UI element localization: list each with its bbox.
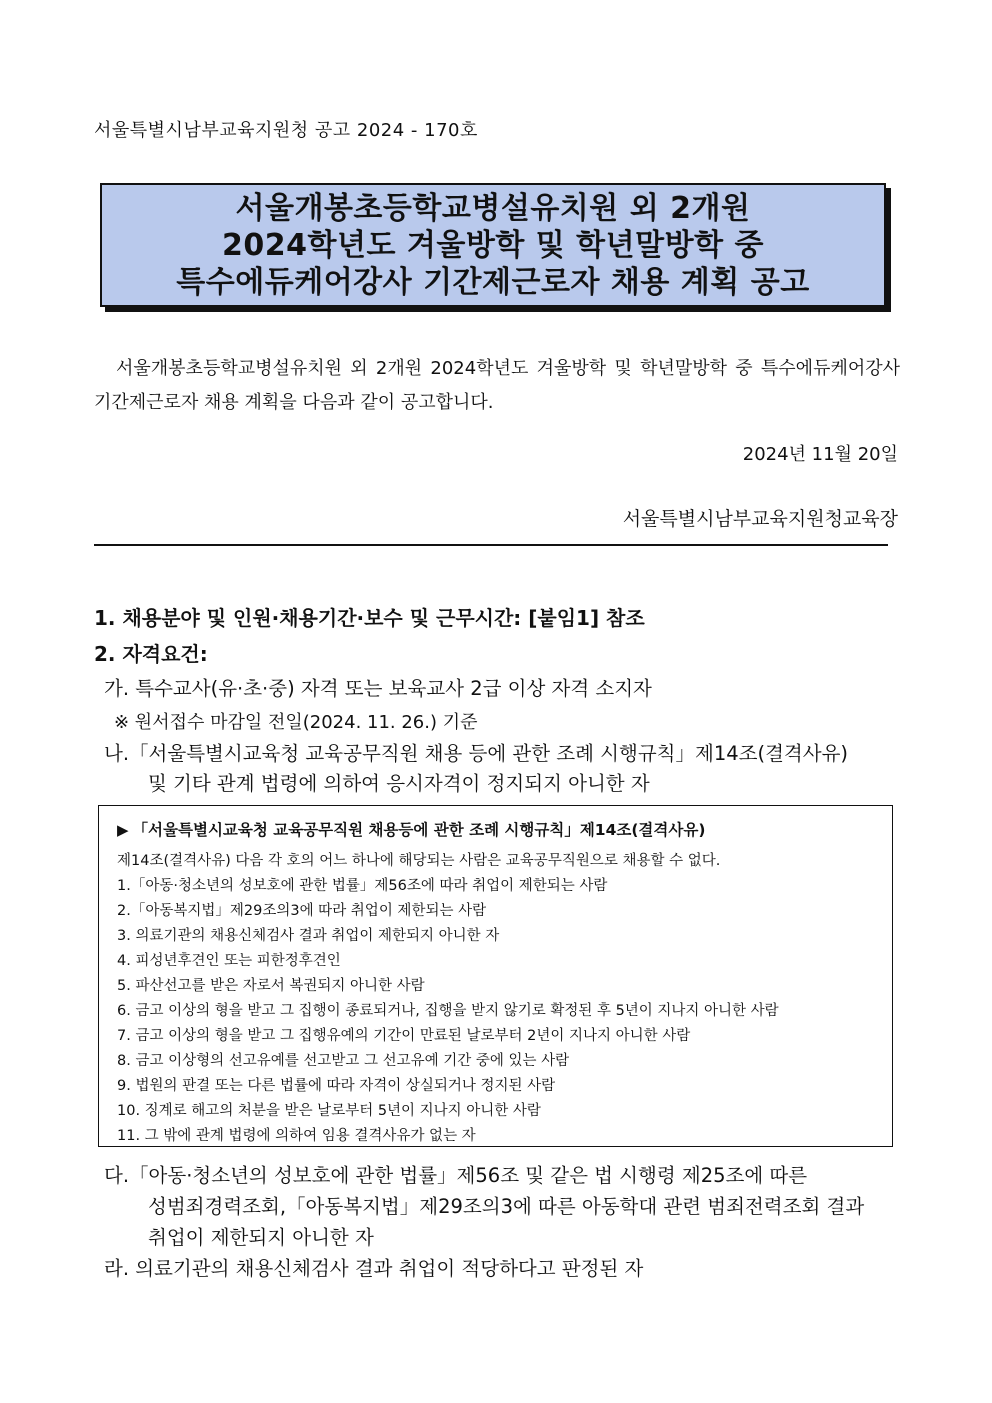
- title-line-2: 2024학년도 겨울방학 및 학년말방학 중: [222, 227, 764, 263]
- disqualification-rule-box: [98, 805, 893, 1147]
- divider-line: [94, 544, 888, 546]
- qualification-na-line-2: 및 기타 관계 법령에 의하여 응시자격이 정지되지 아니한 자: [148, 772, 650, 795]
- section-1-heading: 1. 채용분야 및 인원·채용기간·보수 및 근무시간: [붙임1] 참조: [94, 606, 645, 630]
- rule-line: 3. 의료기관의 채용신체검사 결과 취업이 제한되지 아니한 자: [117, 928, 500, 944]
- rule-line: 4. 피성년후견인 또는 피한정후견인: [117, 953, 341, 969]
- section-2-heading: 2. 자격요건:: [94, 642, 208, 666]
- rule-line: 2.「아동복지법」제29조의3에 따라 취업이 제한되는 사람: [117, 903, 487, 919]
- rule-line: 제14조(결격사유) 다음 각 호의 어느 하나에 해당되는 사람은 교육공무직원으로 채용할 수 없다.: [117, 853, 721, 869]
- title-line-3: 특수에듀케어강사 기간제근로자 채용 계획 공고: [176, 264, 810, 300]
- qualification-da-line-2: 성범죄경력조회,「아동복지법」제29조의3에 따른 아동학대 관련 범죄전력조회 결과: [148, 1195, 865, 1218]
- rule-box-header: [117, 818, 705, 840]
- rule-line: 10. 징계로 해고의 처분을 받은 날로부터 5년이 지나지 아니한 사람: [117, 1103, 541, 1119]
- intro-paragraph: 서울개봉초등학교병설유치원 외 2개원 2024학년도 겨울방학 및 학년말방학 중 특수에듀케어강사 기간제근로자 채용 계획을 다음과 같이 공고합니다.: [94, 358, 900, 413]
- rule-line: 11. 그 밖에 관계 법령에 의하여 임용 결격사유가 없는 자: [117, 1128, 476, 1144]
- rule-box-title: 「서울특별시교육청 교육공무직원 채용등에 관한 조례 시행규칙」제14조(결격사유): [132, 821, 706, 839]
- notice-number: 서울특별시남부교육지원청 공고 2024 - 170호: [94, 120, 478, 141]
- qualification-da-line-3: 취업이 제한되지 아니한 자: [148, 1226, 374, 1249]
- title-block: [100, 183, 886, 307]
- rule-line: 8. 금고 이상형의 선고유예를 선고받고 그 선고유예 기간 중에 있는 사람: [117, 1053, 570, 1069]
- rule-line: 7. 금고 이상의 형을 받고 그 집행유예의 기간이 만료된 날로부터 2년이 지나지 아니한 사람: [117, 1028, 691, 1044]
- rule-line: 6. 금고 이상의 형을 받고 그 집행이 종료되거나, 집행을 받지 않기로 확정된 후 5년이 지나지 아니한 사람: [117, 1003, 779, 1019]
- rule-line: 5. 파산선고를 받은 자로서 복권되지 아니한 사람: [117, 978, 425, 994]
- qualification-ra: 라. 의료기관의 채용신체검사 결과 취업이 적당하다고 판정된 자: [104, 1257, 644, 1280]
- rule-line: 1.「아동·청소년의 성보호에 관한 법률」제56조에 따라 취업이 제한되는 사람: [117, 878, 608, 894]
- qualification-na-line-1: 나.「서울특별시교육청 교육공무직원 채용 등에 관한 조례 시행규칙」제14조(결격사유): [104, 742, 849, 765]
- notice-date: 2024년 11월 20일: [742, 444, 898, 465]
- qualification-ga: 가. 특수교사(유·초·중) 자격 또는 보육교사 2급 이상 자격 소지자: [104, 677, 652, 700]
- issuer: 서울특별시남부교육지원청교육장: [622, 508, 898, 530]
- title-line-1: 서울개봉초등학교병설유치원 외 2개원: [235, 190, 751, 226]
- rule-box-lines: [117, 849, 779, 1149]
- triangle-right-icon: ▶: [117, 821, 129, 839]
- title-box: [100, 183, 886, 307]
- qualification-note: ※ 원서접수 마감일 전일(2024. 11. 26.) 기준: [114, 712, 478, 733]
- qualification-da-line-1: 다.「아동·청소년의 성보호에 관한 법률」제56조 및 같은 법 시행령 제25조에 따른: [104, 1164, 808, 1187]
- rule-line: 9. 법원의 판결 또는 다른 법률에 따라 자격이 상실되거나 정지된 사람: [117, 1078, 556, 1094]
